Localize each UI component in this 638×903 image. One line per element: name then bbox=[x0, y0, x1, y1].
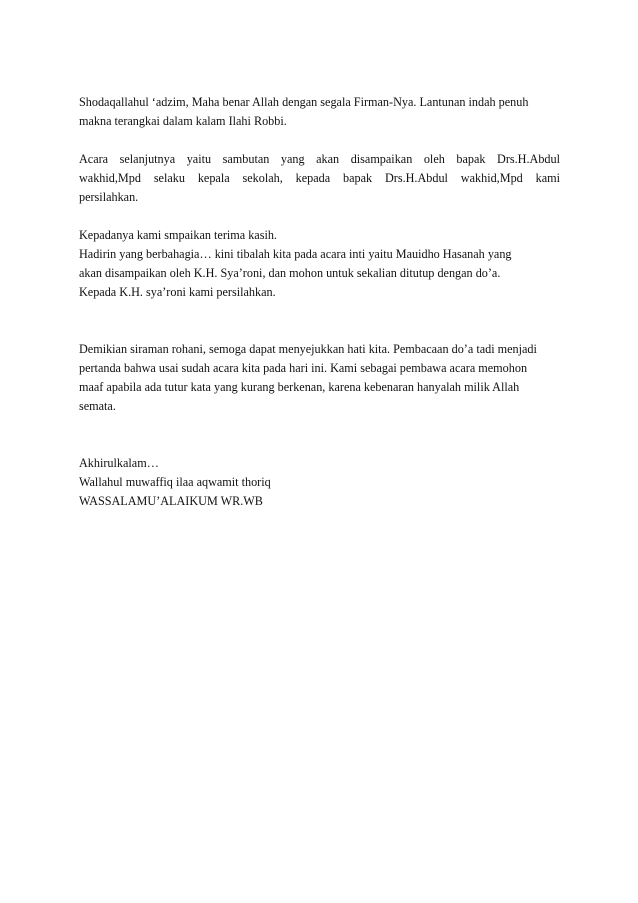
text-line: WASSALAMU’ALAIKUM WR.WB bbox=[79, 494, 263, 508]
paragraph-main-event bbox=[79, 226, 560, 302]
text-line: akan disampaikan oleh K.H. Sya’roni, dan mohon untuk sekalian ditutup dengan do’a. bbox=[79, 266, 501, 280]
paragraph-closing-remarks bbox=[79, 340, 560, 416]
text-line: Akhirulkalam… bbox=[79, 456, 159, 470]
text-line: pertanda bahwa usai sudah acara kita pada hari ini. Kami sebagai pembawa acara memohon bbox=[79, 361, 528, 375]
paragraph-closing-verse bbox=[79, 93, 560, 131]
text-line: Acara selanjutnya yaitu sambutan yang akan disampaikan oleh bapak Drs.H.Abdul bbox=[79, 152, 560, 166]
paragraph-welcome-speech bbox=[79, 150, 560, 207]
document-body bbox=[79, 93, 560, 511]
text-line: Kepada K.H. sya’roni kami persilahkan. bbox=[79, 285, 276, 299]
text-line: Hadirin yang berbahagia… kini tibalah kita pada acara inti yaitu Mauidho Hasanah yang bbox=[79, 247, 512, 261]
text-line: Kepadanya kami smpaikan terima kasih. bbox=[79, 228, 277, 242]
text-line: Wallahul muwaffiq ilaa aqwamit thoriq bbox=[79, 475, 271, 489]
text-line: Shodaqallahul ‘adzim, Maha benar Allah dengan segala Firman-Nya. Lantunan indah penuh bbox=[79, 95, 529, 109]
text-line: wakhid,Mpd selaku kepala sekolah, kepada bapak Drs.H.Abdul wakhid,Mpd kami bbox=[79, 171, 560, 185]
paragraph-salutation bbox=[79, 454, 560, 511]
text-line: makna terangkai dalam kalam Ilahi Robbi. bbox=[79, 114, 287, 128]
text-line: Demikian siraman rohani, semoga dapat menyejukkan hati kita. Pembacaan do’a tadi menjadi bbox=[79, 342, 537, 356]
text-line: maaf apabila ada tutur kata yang kurang berkenan, karena kebenaran hanyalah milik Allah bbox=[79, 380, 520, 394]
text-line: semata. bbox=[79, 399, 116, 413]
text-line: persilahkan. bbox=[79, 190, 139, 204]
